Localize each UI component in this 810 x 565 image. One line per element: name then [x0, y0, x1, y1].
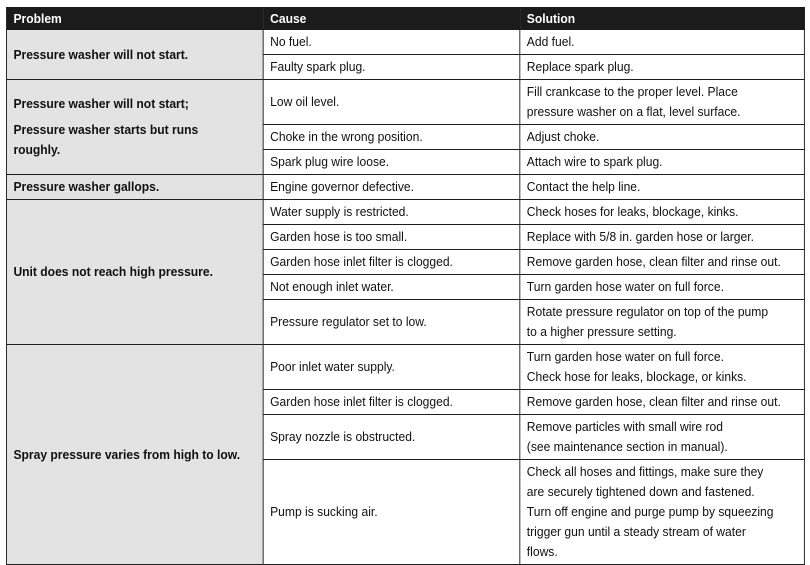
- problem-text: Pressure washer gallops.: [13, 179, 160, 194]
- cause-cell: Choke in the wrong position.: [263, 125, 520, 150]
- cause-cell: Pressure regulator set to low.: [263, 300, 520, 345]
- cause-cell: Garden hose is too small.: [263, 225, 520, 250]
- solution-cell: Replace spark plug.: [520, 55, 805, 80]
- problem-cell: [6, 80, 263, 175]
- solution-cell: Remove particles with small wire rod (see maintenance section in manual).: [520, 415, 805, 460]
- problem-cell: [6, 345, 263, 565]
- cause-cell: Garden hose inlet filter is clogged.: [263, 250, 520, 275]
- cause-cell: Engine governor defective.: [263, 175, 520, 200]
- cause-cell: Spark plug wire loose.: [263, 150, 520, 175]
- table-row: [6, 175, 804, 200]
- cause-cell: Not enough inlet water.: [263, 275, 520, 300]
- solution-cell: Remove garden hose, clean filter and rinse out.: [520, 390, 805, 415]
- table-row: [6, 200, 804, 225]
- solution-cell: Check hoses for leaks, blockage, kinks.: [520, 200, 805, 225]
- cause-cell: No fuel.: [263, 30, 520, 55]
- table-row: [6, 80, 804, 125]
- problem-text: Unit does not reach high pressure.: [13, 264, 213, 279]
- problem-text: Spray pressure varies from high to low.: [13, 446, 241, 462]
- problem-text: Pressure washer will not start;: [13, 96, 189, 111]
- solution-cell: Adjust choke.: [520, 125, 805, 150]
- cause-cell: Spray nozzle is obstructed.: [263, 415, 520, 460]
- table-row: [6, 345, 804, 390]
- cause-cell: Low oil level.: [263, 80, 520, 125]
- solution-cell: Check all hoses and fittings, make sure they are securely tightened down and fastened. Turn off engine and purge pump by squeezing trigger gun until a steady stream of water flows.: [520, 460, 805, 565]
- solution-cell: Rotate pressure regulator on top of the pump to a higher pressure setting.: [520, 300, 805, 345]
- header-row: [6, 8, 804, 30]
- problem-cell: [6, 200, 263, 345]
- header-solution: Solution: [520, 8, 805, 30]
- header-problem: Problem: [6, 8, 263, 30]
- cause-cell: Pump is sucking air.: [263, 460, 520, 565]
- problem-cell: [6, 175, 263, 200]
- solution-cell: Turn garden hose water on full force.: [520, 275, 805, 300]
- solution-cell: Attach wire to spark plug.: [520, 150, 805, 175]
- solution-cell: Add fuel.: [520, 30, 805, 55]
- solution-cell: Remove garden hose, clean filter and rinse out.: [520, 250, 805, 275]
- cause-cell: Faulty spark plug.: [263, 55, 520, 80]
- troubleshooting-table: [6, 7, 805, 565]
- problem-text: Pressure washer starts but runs roughly.: [13, 122, 199, 157]
- problem-cell: [6, 30, 263, 80]
- table-row: [6, 30, 804, 55]
- solution-cell: Contact the help line.: [520, 175, 805, 200]
- header-cause: Cause: [263, 8, 520, 30]
- cause-cell: Water supply is restricted.: [263, 200, 520, 225]
- cause-cell: Garden hose inlet filter is clogged.: [263, 390, 520, 415]
- cause-cell: Poor inlet water supply.: [263, 345, 520, 390]
- solution-cell: Fill crankcase to the proper level. Place pressure washer on a flat, level surface.: [520, 80, 805, 125]
- solution-cell: Replace with 5/8 in. garden hose or larger.: [520, 225, 805, 250]
- problem-text: Pressure washer will not start.: [13, 46, 189, 62]
- solution-cell: Turn garden hose water on full force. Check hose for leaks, blockage, or kinks.: [520, 345, 805, 390]
